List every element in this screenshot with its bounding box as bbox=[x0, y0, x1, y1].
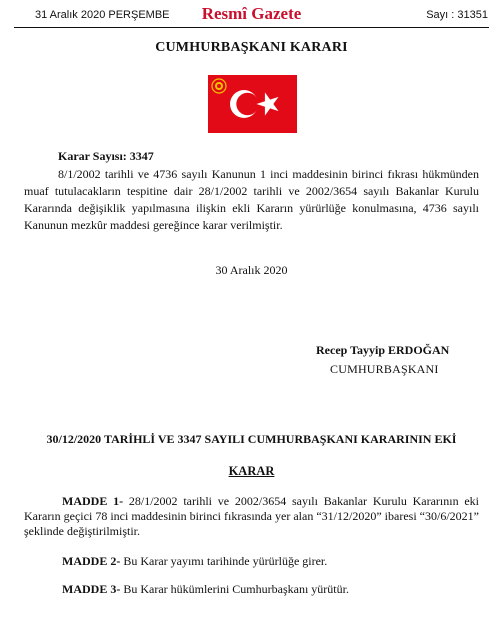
article-2-label: MADDE 2- bbox=[62, 554, 121, 568]
article-3-text: Bu Karar hükümlerini Cumhurbaşkanı yürütür. bbox=[120, 582, 349, 596]
annex-title: 30/12/2020 TARİHLİ VE 3347 SAYILI CUMHURBAŞKANI KARARININ EKİ bbox=[46, 432, 457, 446]
decree-date: 30 Aralık 2020 bbox=[215, 263, 288, 277]
decree-body: 8/1/2002 tarihli ve 4736 sayılı Kanunun 1 inci maddesinin birinci fıkrası hükmünden muaf tutulacakların tespitine dair 28/1/2002 tarihli ve 2002/3654 sayılı Bakanlar Kurulu Kararında değişiklik yapılmasına ilişkin ekli Kararın yürürlüğe konulmasına, 4736 sayılı Kanunun mezkûr maddesi gereğince karar verilmiştir. bbox=[24, 167, 479, 232]
article-2-text: Bu Karar yayımı tarihinde yürürlüğe girer. bbox=[120, 554, 328, 568]
article-1-text: 28/1/2002 tarihli ve 2002/3654 sayılı Bakanlar Kurulu Kararının eki Kararın geçici 78 inci maddesinin birinci fıkrasında yer alan “31/12/2020” ibaresi “30/6/2021” şeklinde değiştirilmiştir. bbox=[24, 494, 480, 538]
header-date: 31 Aralık 2020 PERŞEMBE bbox=[35, 9, 170, 21]
gazette-header bbox=[0, 0, 503, 34]
issue-number: Sayı : 31351 bbox=[426, 9, 488, 21]
page-title: CUMHURBAŞKANI KARARI bbox=[155, 40, 348, 55]
article-3-label: MADDE 3- bbox=[62, 582, 121, 596]
signer-name: Recep Tayyip ERDOĞAN bbox=[316, 343, 450, 357]
turkish-flag-icon bbox=[208, 75, 297, 133]
decree-number: Karar Sayısı: 3347 bbox=[58, 149, 154, 163]
karar-heading: KARAR bbox=[228, 464, 275, 478]
gazette-title: Resmî Gazete bbox=[201, 4, 302, 23]
article-1 bbox=[24, 494, 479, 539]
header-divider bbox=[14, 27, 489, 28]
article-1-label: MADDE 1- bbox=[62, 494, 124, 508]
article-3 bbox=[62, 582, 349, 597]
signer-title: CUMHURBAŞKANI bbox=[330, 362, 439, 376]
article-2 bbox=[62, 554, 327, 569]
